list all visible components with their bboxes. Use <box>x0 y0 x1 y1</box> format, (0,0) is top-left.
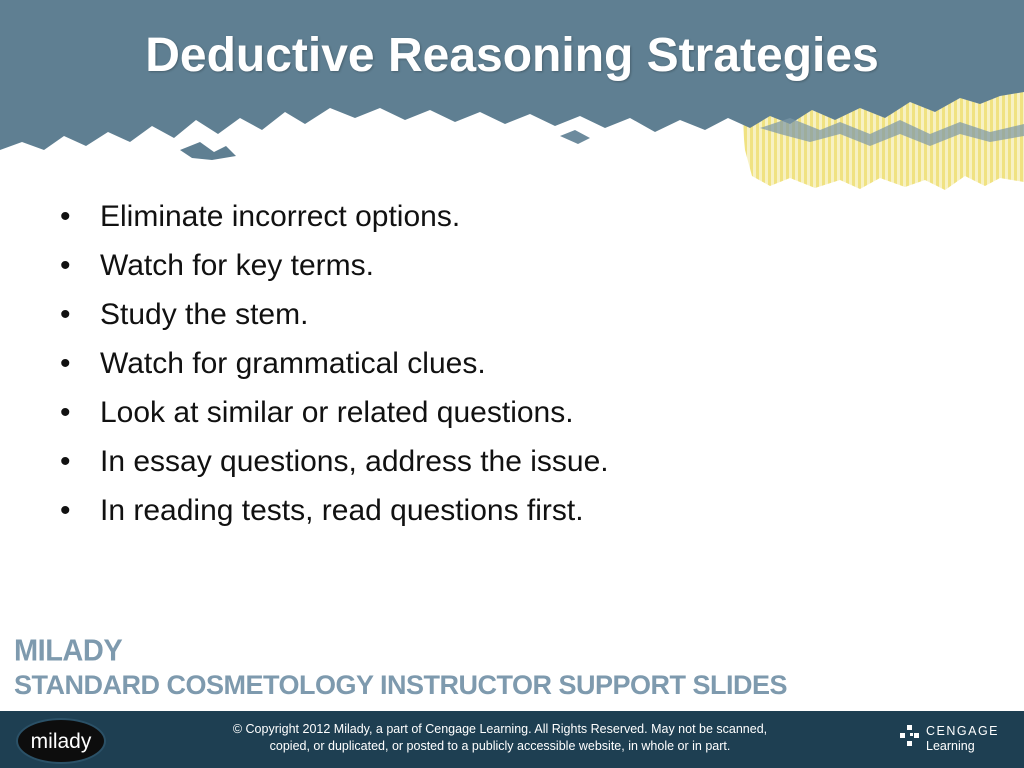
bullet-item: • In reading tests, read questions first. <box>58 486 818 535</box>
slide-title: Deductive Reasoning Strategies <box>145 29 879 82</box>
cengage-wordmark <box>926 724 999 754</box>
milady-logo <box>16 718 106 764</box>
footer-bar <box>0 711 1024 768</box>
svg-text:milady: milady <box>30 730 92 753</box>
copyright-line1: © Copyright 2012 Milady, a part of Cengage Learning. All Rights Reserved. May not be scanned, <box>232 722 768 736</box>
cengage-logo <box>898 723 1008 757</box>
brand-line2: STANDARD COSMETOLOGY INSTRUCTOR SUPPORT SLIDES <box>14 670 788 700</box>
bullet-item: • Look at similar or related questions. <box>58 388 818 437</box>
bullet-item: • Watch for grammatical clues. <box>58 339 818 388</box>
cengage-mark-icon <box>898 723 922 749</box>
cengage-line1: CENGAGE <box>926 724 1000 738</box>
bullet-item: • Watch for key terms. <box>58 241 818 290</box>
bullet-item: • Study the stem. <box>58 290 818 339</box>
copyright-notice <box>200 721 800 755</box>
milady-logo-wordmark <box>21 724 101 758</box>
brand-heading <box>14 634 787 702</box>
brand-line1: MILADY <box>14 634 123 668</box>
bullet-list <box>58 192 818 535</box>
copyright-line2: copied, or duplicated, or posted to a publicly accessible website, in whole or in part. <box>269 739 731 753</box>
bullet-item: • Eliminate incorrect options. <box>58 192 818 241</box>
bullet-item: • In essay questions, address the issue. <box>58 437 818 486</box>
cengage-line2: Learning <box>926 739 975 753</box>
